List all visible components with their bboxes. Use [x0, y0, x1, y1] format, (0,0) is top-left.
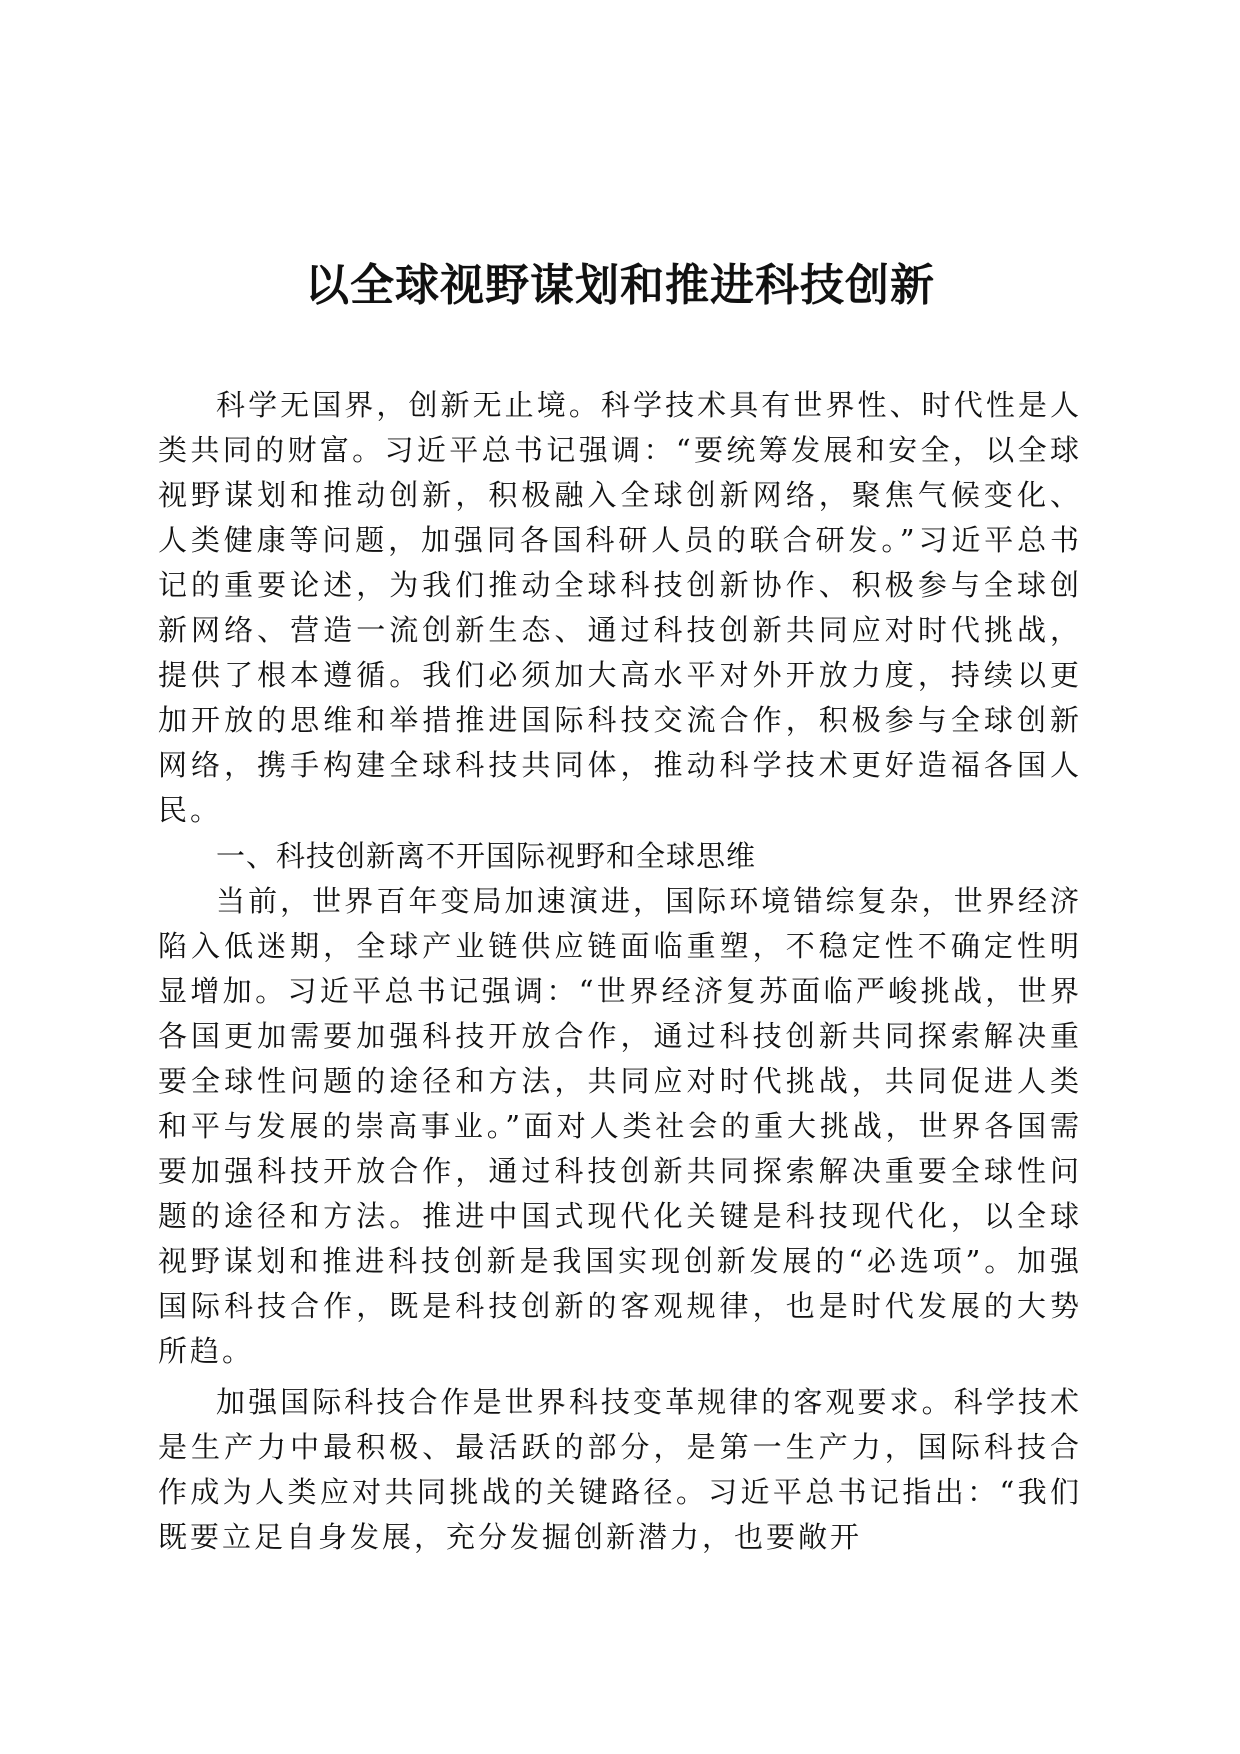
paragraph-context: 当前，世界百年变局加速演进，国际环境错综复杂，世界经济陷入低迷期，全球产业链供应链面临重塑，不稳定性不确定性明显增加。习近平总书记强调：“世界经济复苏面临严峻挑战，世界各国更加需要加强科技开放合作，通过科技创新共同探索解决重要全球性问题的途径和方法，共同应对时代挑战，共同促进人类和平与发展的崇高事业。”面对人类社会的重大挑战，世界各国需要加强科技开放合作，通过科技创新共同探索解决重要全球性问题的途径和方法。推进中国式现代化关键是科技现代化，以全球视野谋划和推进科技创新是我国实现创新发展的“必选项”。加强国际科技合作，既是科技创新的客观规律，也是时代发展的大势所趋。: [158, 884, 1082, 1368]
paragraph-cooperation: 加强国际科技合作是世界科技变革规律的客观要求。科学技术是生产力中最积极、最活跃的部分，是第一生产力，国际科技合作成为人类应对共同挑战的关键路径。习近平总书记指出：“我们既要立足自身发展，充分发掘创新潜力，也要敞开: [158, 1385, 1082, 1554]
section-heading: 一、科技创新离不开国际视野和全球思维: [216, 839, 757, 873]
document-title: 以全球视野谋划和推进科技创新: [305, 260, 935, 311]
document-body: [158, 383, 1082, 1560]
paragraph-intro: 科学无国界，创新无止境。科学技术具有世界性、时代性是人类共同的财富。习近平总书记强调：“要统筹发展和安全，以全球视野谋划和推动创新，积极融入全球创新网络，聚焦气候变化、人类健康等问题，加强同各国科研人员的联合研发。”习近平总书记的重要论述，为我们推动全球科技创新协作、积极参与全球创新网络、营造一流创新生态、通过科技创新共同应对时代挑战，提供了根本遵循。我们必须加大高水平对外开放力度，持续以更加开放的思维和举措推进国际科技交流合作，积极参与全球创新网络，携手构建全球科技共同体，推动科学技术更好造福各国人民。: [158, 388, 1082, 827]
